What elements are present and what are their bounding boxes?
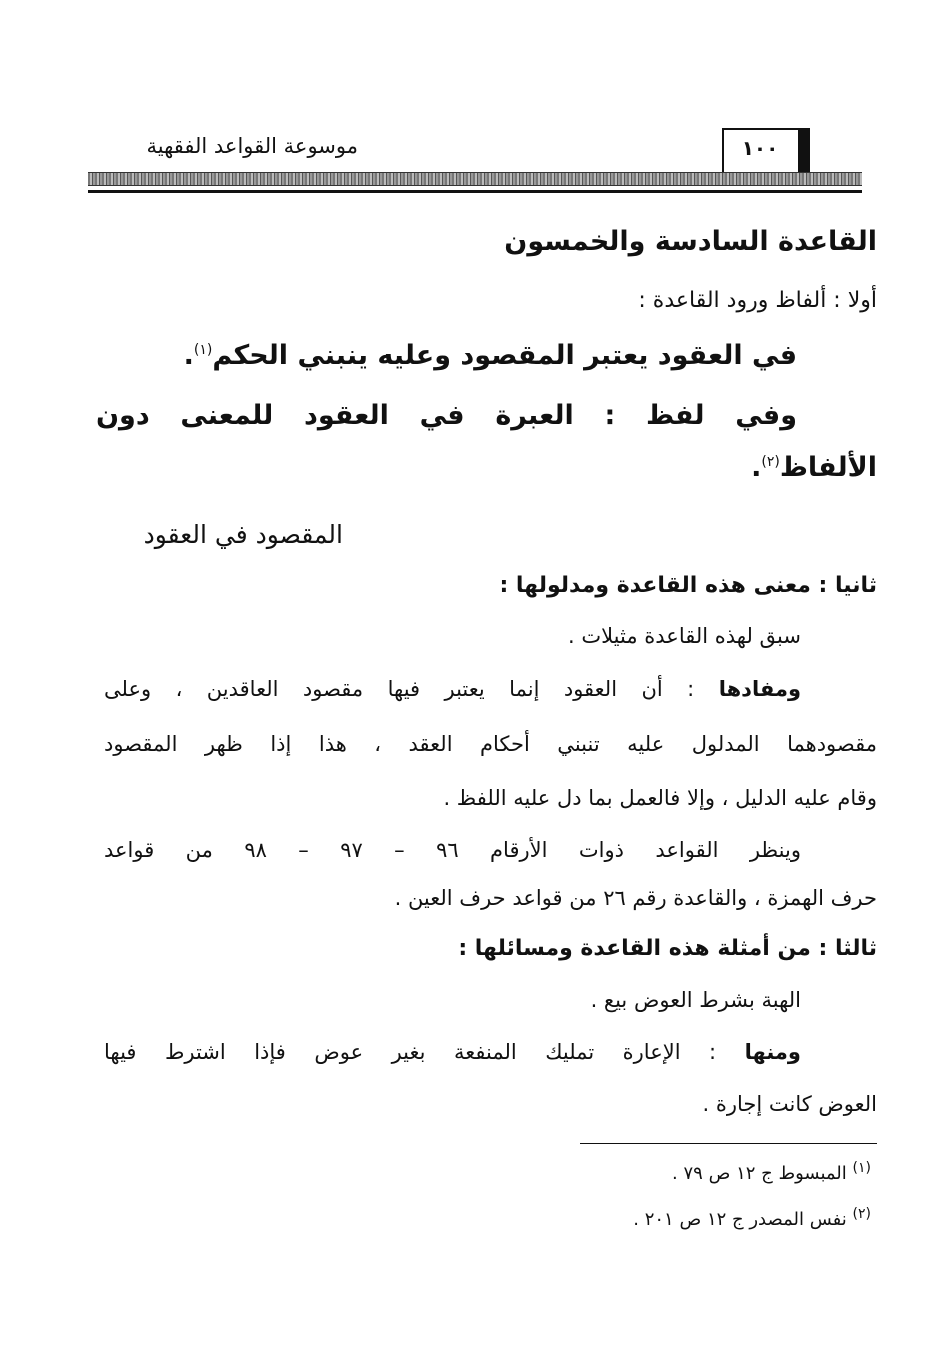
book-title: موسوعة القواعد الفقهية xyxy=(146,134,358,158)
section3-para-line2: العوض كانت إجارة . xyxy=(702,1092,877,1116)
section3-heading: ثالثا : من أمثلة هذه القاعدة ومسائلها : xyxy=(458,936,877,961)
page-header xyxy=(88,128,862,194)
section2-para-lead: ومفادها xyxy=(718,677,801,701)
footnote-2-text: نفس المصدر ج ١٢ ص ٢٠١ . xyxy=(633,1209,847,1230)
section2-heading: ثانيا : معنى هذه القاعدة ومدلولها : xyxy=(499,573,877,598)
footnote-1 xyxy=(672,1160,871,1184)
footnote-2-marker: (٢) xyxy=(852,1206,871,1222)
footnote-ref-1: (١) xyxy=(193,342,213,358)
section2-ref-line2: حرف الهمزة ، والقاعدة رقم ٢٦ من قواعد حرف العين . xyxy=(394,886,877,910)
rule-variant-end: . xyxy=(751,452,762,483)
footnote-2 xyxy=(633,1206,871,1230)
section1-heading: أولا : ألفاظ ورود القاعدة : xyxy=(638,288,877,313)
rule-statement-text: في العقود يعتبر المقصود وعليه ينبني الحكم xyxy=(212,340,797,371)
section3-para-line1 xyxy=(104,1040,801,1064)
section2-para-line3: وقام عليه الدليل ، وإلا فالعمل بما دل عليه اللفظ . xyxy=(443,786,877,810)
rule-variant-line1: وفي لفظ : العبرة في العقود للمعنى دون xyxy=(96,400,797,431)
rule-heading: القاعدة السادسة والخمسون xyxy=(504,226,877,257)
rule-subtitle: المقصود في العقود xyxy=(143,520,343,549)
rule-variant-text: الألفاظ xyxy=(779,452,877,483)
section3-line1: الهبة بشرط العوض بيع . xyxy=(590,988,801,1012)
rule-statement-end: . xyxy=(183,340,194,371)
rule-statement xyxy=(184,340,797,371)
section2-para-line1-text: : أن العقود إنما يعتبر فيها مقصود العاقدين ، وعلى xyxy=(104,677,695,701)
section2-line1: سبق لهذه القاعدة مثيلات . xyxy=(568,624,801,648)
section3-para-lead: ومنها xyxy=(744,1040,801,1064)
footnote-1-text: المبسوط ج ١٢ ص ٧٩ . xyxy=(672,1163,847,1184)
section2-para-line1 xyxy=(104,677,801,701)
page-number: ١٠٠ xyxy=(741,136,779,160)
header-decorative-band xyxy=(88,172,862,186)
rule-variant-line2 xyxy=(751,452,877,483)
section2-ref-line1: وينظر القواعد ذوات الأرقام ٩٦ – ٩٧ – ٩٨ من قواعد xyxy=(104,838,801,862)
section3-para-line1-text: : الإعارة تمليك المنفعة بغير عوض فإذا اشترط فيها xyxy=(104,1040,717,1064)
footnote-1-marker: (١) xyxy=(852,1160,871,1176)
footnote-ref-2: (٢) xyxy=(761,454,780,470)
footnote-separator xyxy=(580,1143,877,1144)
header-rule xyxy=(88,190,862,193)
section2-para-line2: مقصودهما المدلول عليه تنبني أحكام العقد ، هذا إذا ظهر المقصود xyxy=(104,732,877,756)
